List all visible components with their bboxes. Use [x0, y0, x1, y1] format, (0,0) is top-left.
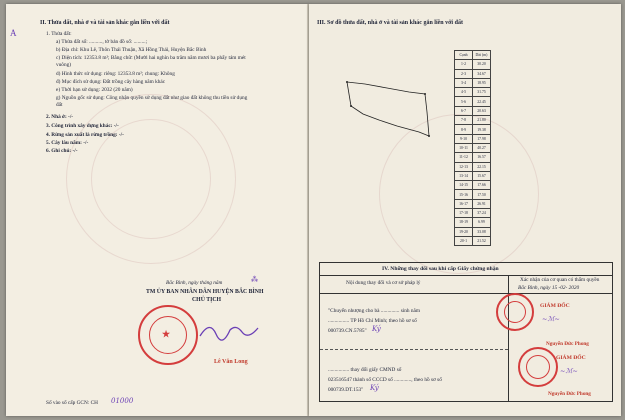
dims-row: 2-3 34.67: [455, 69, 491, 78]
entry1-line3: 000739.CN.5785": [328, 328, 367, 334]
director2-name: Nguyễn Đức Phong: [548, 391, 591, 397]
section-title: III. Sơ đồ thửa đất, nhà ở và tài sản khác gắn liền với đất: [317, 20, 463, 26]
dims-row: 20-1 21.52: [455, 236, 491, 245]
director2-signature-icon: ~ℳ~: [560, 367, 578, 375]
dims-row: 14-15 17.66: [455, 181, 491, 190]
dims-row: 16-17 26.91: [455, 199, 491, 208]
col-content-header: Nội dung thay đổi và cơ sở pháp lý: [346, 280, 421, 286]
entry2-initial: Ký: [370, 384, 379, 392]
entry2-line1: ................ thay đổi giấy CMND số: [328, 367, 402, 373]
dims-row: 8-9 19.38: [455, 125, 491, 134]
parcel-number: a) Thửa đất số: .........., tờ bản đồ số: .........;: [56, 39, 148, 45]
dims-row: 6-7 20.63: [455, 106, 491, 115]
usage-term: e) Thời hạn sử dụng: 2032 (20 năm): [56, 87, 133, 93]
section-title: II. Thửa đất, nhà ở và tài sản khác gắn liền với đất: [40, 20, 170, 26]
dimension-table: [454, 50, 491, 246]
dims-row: 9-10 17.98: [455, 134, 491, 143]
director2-title: GIÁM ĐỐC: [556, 355, 586, 361]
office-seal-icon: [496, 293, 534, 331]
right-page: [309, 4, 621, 416]
date-handwriting-icon: ⁂: [251, 276, 258, 284]
usage-origin: g) Nguồn gốc sử dụng: Công nhận quyền sử dụng đất như giao đất không thu tiền sử dụng: [56, 95, 248, 101]
dims-row: 10-11 40.27: [455, 143, 491, 152]
office-seal-2-icon: [518, 347, 558, 387]
dims-row: 7-8 21.80: [455, 116, 491, 125]
dims-row: 4-5 31.75: [455, 88, 491, 97]
entry1-line2: ................ TP Hồ Chí Minh; theo hồ sơ số: [328, 318, 417, 324]
dims-row: 3-4 18.95: [455, 78, 491, 87]
item-2: 2. Nhà ở: -/-: [46, 114, 74, 120]
register-number: Số vào sổ cấp GCN: CH: [46, 400, 98, 406]
dims-row: 19-20 33.08: [455, 227, 491, 236]
dims-row: 17-18 37.24: [455, 209, 491, 218]
col-confirm-header: Xác nhận của cơ quan có thẩm quyền: [520, 277, 600, 283]
director1-signature-icon: ~ℳ~: [542, 315, 560, 323]
director1-name: Nguyễn Đức Phong: [546, 341, 589, 347]
dims-row: 12-13 22.15: [455, 162, 491, 171]
dims-row: 1-2 30.20: [455, 60, 491, 69]
area-cont: vuông): [56, 62, 72, 68]
confirm-date: Bắc Bình, ngày 15 -02- 2020: [518, 285, 580, 291]
item-4: 4. Rừng sản xuất là rừng trồng: -/-: [46, 132, 124, 138]
signer-name: Lê Văn Long: [214, 359, 248, 365]
item-5: 5. Cây lâu năm: -/-: [46, 140, 89, 146]
usage-form: d) Hình thức sử dụng: riêng: 12353.8 m²; chung: Không: [56, 71, 175, 77]
dims-header-length: Dài (m): [473, 51, 491, 60]
item-3: 3. Công trình xây dựng khác: -/-: [46, 123, 119, 129]
authority: TM ỦY BAN NHÂN DÂN HUYỆN BẮC BÌNH: [146, 289, 264, 295]
official-seal-icon: ★: [138, 305, 198, 365]
entry2-line3: 000739.DT.153": [328, 387, 364, 393]
dims-row: 11-12 16.57: [455, 153, 491, 162]
dims-row: 18-19 6.99: [455, 218, 491, 227]
usage-origin-cont: đất: [56, 102, 63, 108]
register-handwriting: 01000: [111, 397, 134, 405]
address: b) Địa chỉ: Khu Lê, Thôn Thái Thuận, Xã Hồng Thái, Huyện Bắc Bình: [56, 47, 207, 53]
item-6: 6. Ghi chú: -/-: [46, 148, 78, 154]
dims-row: 13-14 15.67: [455, 171, 491, 180]
dims-row: 15-16 17.50: [455, 190, 491, 199]
entry1-line1: "Chuyển nhượng cho bà .............. sinh năm: [328, 308, 420, 314]
item-1: 1. Thửa đất:: [46, 31, 72, 37]
dims-row: 5-6 22.45: [455, 97, 491, 106]
margin-mark: A: [10, 28, 17, 38]
changes-title: IV. Những thay đổi sau khi cấp Giấy chứng nhận: [382, 266, 499, 272]
left-page: [6, 4, 309, 416]
dims-header-edge: Cạnh: [455, 51, 473, 60]
signature-icon: [196, 316, 266, 346]
changes-box: [319, 262, 613, 402]
entry1-initial: Ký: [372, 325, 381, 333]
entry2-line2: 023516547 thành số CCCD số ............., theo hồ sơ số: [328, 377, 442, 383]
parcel-diagram: [343, 74, 433, 144]
usage-purpose: đ) Mục đích sử dụng: Đất trồng cây hàng năm khác: [56, 79, 166, 85]
role: CHỦ TỊCH: [192, 297, 222, 303]
place-date: Bắc Bình, ngày tháng năm: [166, 280, 223, 286]
area: c) Diện tích: 12353.8 m²; Bằng chữ: (Mười hai nghìn ba trăm năm mươi ba phẩy tám mét: [56, 55, 246, 61]
director1-title: GIÁM ĐỐC: [540, 303, 570, 309]
